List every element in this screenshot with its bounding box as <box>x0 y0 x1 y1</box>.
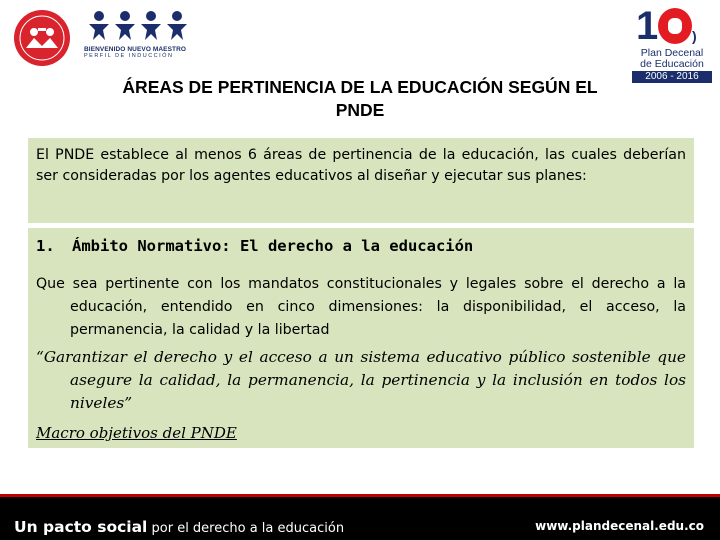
footer-bar <box>0 494 720 540</box>
footer-url: www.plandecenal.edu.co <box>535 519 704 533</box>
plan-decenal-years: 2006 - 2016 <box>632 71 712 83</box>
mediante-maestro-logo <box>12 8 72 68</box>
macro-objetivos-label: Macro objetivos del PNDE <box>36 424 237 442</box>
page-title <box>80 76 640 122</box>
section-quote: “Garantizar el derecho y el acceso a un sistema educativo público sostenible que asegure la calidad, la permanencia, la pertinencia y la inclusión en todos los niveles” <box>36 348 686 412</box>
section-box <box>28 228 694 448</box>
footer-slogan <box>14 517 344 536</box>
logo-brand-line2: PERFIL DE INDUCCIÓN <box>84 53 174 59</box>
intro-text: El PNDE establece al menos 6 áreas de pertinencia de la educación, las cuales deberían ser consideradas por los agentes educativos al diseñar y ejecutar sus planes: <box>36 147 686 184</box>
plan-decenal-line2: de Educación <box>640 58 704 70</box>
ten-years-icon: 1 ) <box>636 4 697 48</box>
bienvenido-nuevo-maestro-logo <box>84 10 194 72</box>
section-heading-text: Ámbito Normativo: El derecho a la educación <box>72 237 474 255</box>
page-title-line1: ÁREAS DE PERTINENCIA DE LA EDUCACIÓN SEGÚN EL <box>122 77 598 97</box>
section-heading <box>36 237 473 255</box>
plan-decenal-line1: Plan Decenal <box>640 47 704 59</box>
mediante-maestro-logo-icon <box>12 8 72 68</box>
section-number: 1. <box>36 237 55 255</box>
people-figures-icon <box>88 10 194 40</box>
page-title-line2: PNDE <box>335 100 385 120</box>
section-paragraph: Que sea pertinente con los mandatos constitucionales y legales sobre el derecho a la educación, entendido en cinco dimensiones: la disponibilidad, el acceso, la permanencia, la calidad y la libertad <box>36 276 686 338</box>
logo-brand-line1: BIENVENIDO NUEVO MAESTRO <box>84 46 187 53</box>
footer-slogan-rest: por el derecho a la educación <box>147 521 345 536</box>
footer-slogan-bold: Un pacto social <box>14 518 148 536</box>
intro-box <box>28 138 694 223</box>
plan-decenal-logo <box>632 6 712 88</box>
